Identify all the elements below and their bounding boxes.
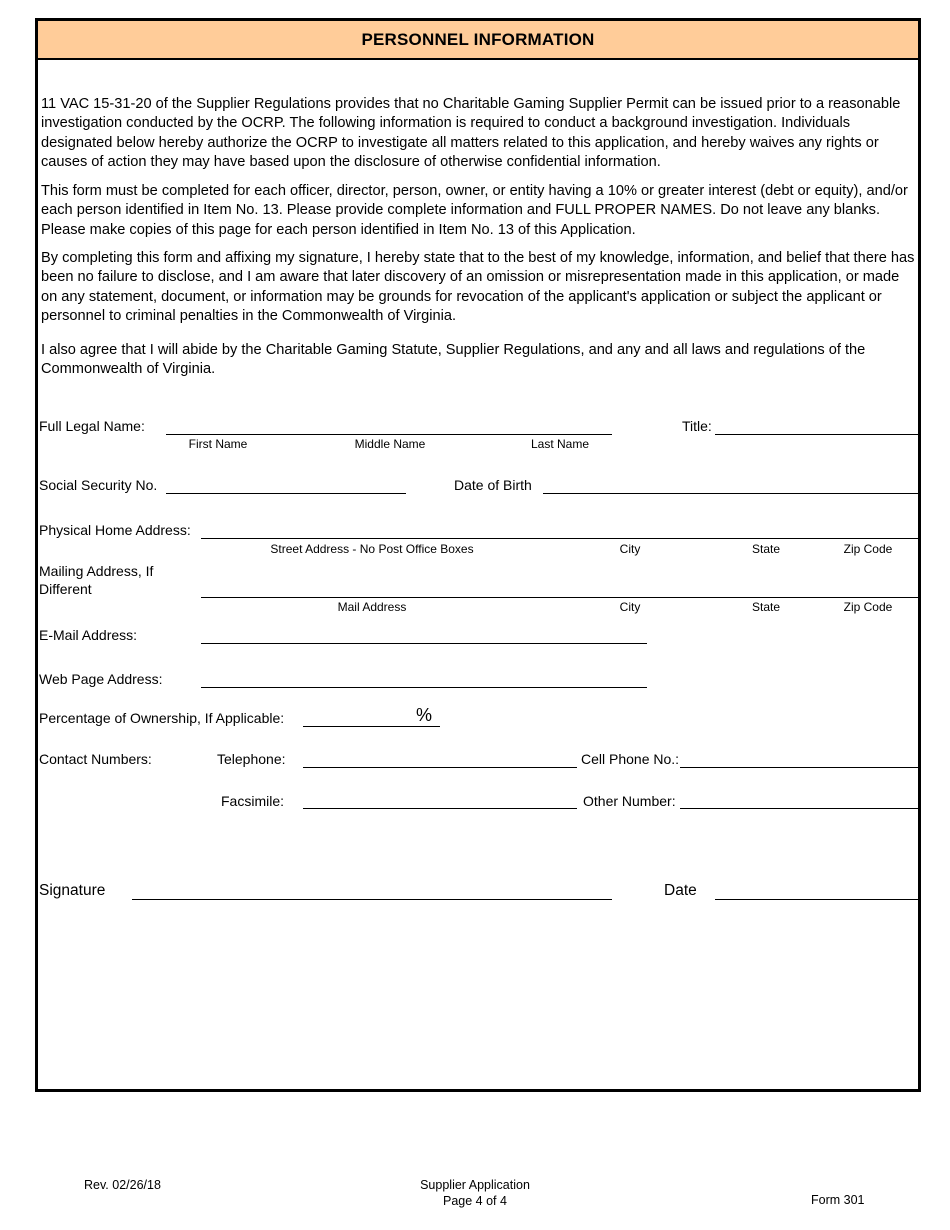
mailing-address-field[interactable] [201, 597, 918, 598]
cell-label: Cell Phone No.: [581, 751, 680, 767]
ssn-field[interactable] [166, 493, 406, 494]
home-address-field[interactable] [201, 538, 918, 539]
middle-name-caption: Middle Name [354, 437, 426, 451]
disclosure-paragraph: By completing this form and affixing my signature, I hereby state that to the best of my knowledge, information, and belief that there has been no failure to disclose, and I am aware that later discovery of an omission or misrepresentation made in this application, or made on any statement, document, or information may be grounds for revocation of the applicant's application or subject the applicant or personnel to criminal penalties in the Commonwealth of Virginia. [41, 250, 915, 325]
mailing-address-label-line1: Mailing Address, If [39, 563, 154, 579]
signature-field[interactable] [132, 899, 612, 900]
section-title: PERSONNEL INFORMATION [38, 21, 918, 60]
home-address-label: Physical Home Address: [39, 522, 191, 538]
form-number: Form 301 [811, 1193, 865, 1207]
mail-city-caption: City [619, 600, 641, 614]
contact-numbers-label: Contact Numbers: [39, 751, 152, 767]
signature-label: Signature [39, 882, 106, 899]
last-name-caption: Last Name [530, 437, 590, 451]
mail-state-caption: State [751, 600, 781, 614]
agreement-paragraph: I also agree that I will abide by the Charitable Gaming Statute, Supplier Regulations, and any and all laws and regulations of the Commonwealth of Virginia. [41, 342, 866, 378]
email-field[interactable] [201, 643, 647, 644]
ownership-label: Percentage of Ownership, If Applicable: [39, 710, 285, 726]
fax-field[interactable] [303, 808, 577, 809]
page-number: Page 4 of 4 [443, 1194, 507, 1208]
fax-label: Facsimile: [221, 793, 285, 809]
state-caption: State [751, 542, 781, 556]
other-number-label: Other Number: [583, 793, 676, 809]
authorization-paragraph: 11 VAC 15-31-20 of the Supplier Regulations provides that no Charitable Gaming Supplier Permit can be issued prior to a reasonable investigation conducted by the OCRP. The following information is required to conduct a background investigation. Individuals designated below hereby authorize the OCRP to investigate all matters related to this application, and hereby waives any rights or causes of action they may have based upon the disclosure of otherwise confidential information. [41, 96, 901, 171]
dob-label: Date of Birth [454, 477, 532, 493]
web-label: Web Page Address: [39, 671, 163, 687]
mail-zip-caption: Zip Code [843, 600, 893, 614]
email-label: E-Mail Address: [39, 627, 138, 643]
cell-field[interactable] [680, 767, 918, 768]
full-legal-name-label: Full Legal Name: [39, 418, 145, 434]
date-label: Date [664, 882, 697, 899]
mail-address-caption: Mail Address [337, 600, 407, 614]
document-name: Supplier Application [420, 1178, 530, 1192]
title-field[interactable] [715, 434, 918, 435]
city-caption: City [619, 542, 641, 556]
instructions-paragraph: This form must be completed for each officer, director, person, owner, or entity having a 10% or greater interest (debt or equity), and/or each person identified in Item No. 13. Please provide complete information and FULL PROPER NAMES. Do not leave any blanks. Please make copies of this page for each person identified in Item No. 13 of this Application. [41, 183, 908, 238]
ownership-field[interactable] [303, 726, 440, 727]
date-field[interactable] [715, 899, 918, 900]
zip-caption: Zip Code [843, 542, 893, 556]
ssn-label: Social Security No. [39, 477, 158, 493]
full-legal-name-field[interactable] [166, 434, 612, 435]
first-name-caption: First Name [188, 437, 248, 451]
mailing-address-label-line2: Different [39, 581, 92, 597]
telephone-field[interactable] [303, 767, 577, 768]
telephone-label: Telephone: [217, 751, 286, 767]
title-label: Title: [682, 418, 712, 434]
revision-date: Rev. 02/26/18 [84, 1178, 161, 1192]
street-caption: Street Address - No Post Office Boxes [270, 542, 474, 556]
other-number-field[interactable] [680, 808, 918, 809]
web-field[interactable] [201, 687, 647, 688]
dob-field[interactable] [543, 493, 918, 494]
percent-sign: % [416, 705, 433, 725]
